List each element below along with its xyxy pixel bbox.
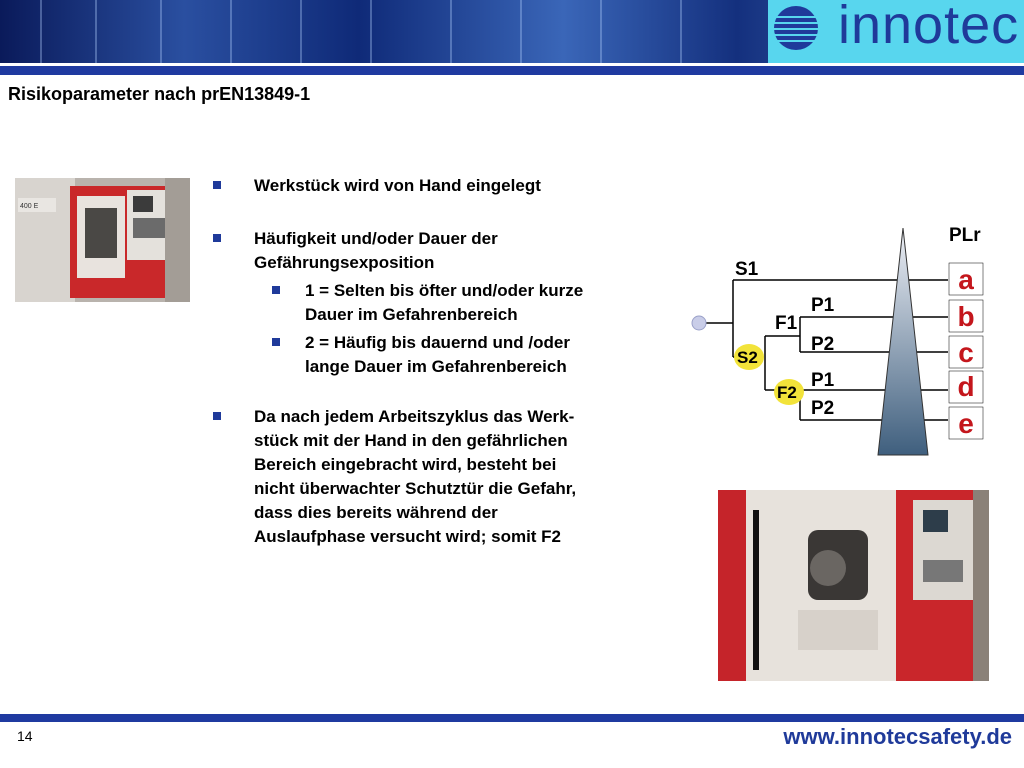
bullet-text-2-line-2: Gefährungsexposition [254,253,435,272]
bullet-text-3-line-3: Bereich eingebracht wird, besteht bei [254,455,557,474]
level-d: d [957,371,975,402]
p1-upper-label: P1 [811,295,835,316]
s1-label: S1 [735,259,759,280]
sub-bullet-marker [272,286,280,294]
lathe-machine-photo [15,178,190,302]
bullet-text-1: Werkstück wird von Hand eingelegt [254,176,541,195]
sub-bullet-text-1-line-2: Dauer im Gefahrenbereich [305,305,518,324]
sub-bullet-text-2-line-2: lange Dauer im Gefahrenbereich [305,357,567,376]
sub-bullet-text-1-line-1: 1 = Selten bis öfter und/oder kurze [305,281,584,300]
level-e: e [958,408,974,439]
sub-bullet-marker [272,338,280,346]
bullet-text-3-line-5: dass dies bereits während der [254,503,498,522]
lathe-interior-photo [718,490,989,681]
bullet-text-3-line-2: stück mit der Hand in den gefährlichen [254,431,568,450]
level-b: b [957,301,975,332]
risk-graph-diagram [688,222,998,460]
level-a: a [958,264,974,295]
globe-logo-icon [773,5,819,51]
sub-bullet-text-2-line-1: 2 = Häufig bis dauernd und /oder [305,333,570,352]
bullet-marker [213,234,221,242]
f1-label: F1 [775,313,798,334]
bullet-text-3-line-1: Da nach jedem Arbeitszyklus das Werk- [254,407,575,426]
header-rule [0,66,1024,75]
page-title: Risikoparameter nach prEN13849-1 [8,84,311,104]
bullet-text-3-line-6: Auslaufphase versucht wird; somit F2 [254,527,562,546]
p2-upper-label: P2 [811,334,835,355]
machine-label: 400 E [20,203,39,210]
f2-label: F2 [777,383,797,402]
p2-lower-label: P2 [811,398,835,419]
footer-rule [0,714,1024,722]
bullet-marker [213,181,221,189]
bullet-text-3-line-4: nicht überwachter Schutztür die Gefahr, [254,479,577,498]
s2-label: S2 [737,348,758,367]
website-link[interactable]: www.innotecsafety.de [783,724,1012,749]
p1-lower-label: P1 [811,370,835,391]
bullet-text-2-line-1: Häufigkeit und/oder Dauer der [254,229,498,248]
level-c: c [958,337,974,368]
page-number: 14 [17,728,33,744]
bullet-marker [213,412,221,420]
plr-wedge [878,228,928,455]
plr-label: PLr [949,225,981,246]
start-node [692,316,706,330]
logo-text: innotec [838,0,1020,55]
